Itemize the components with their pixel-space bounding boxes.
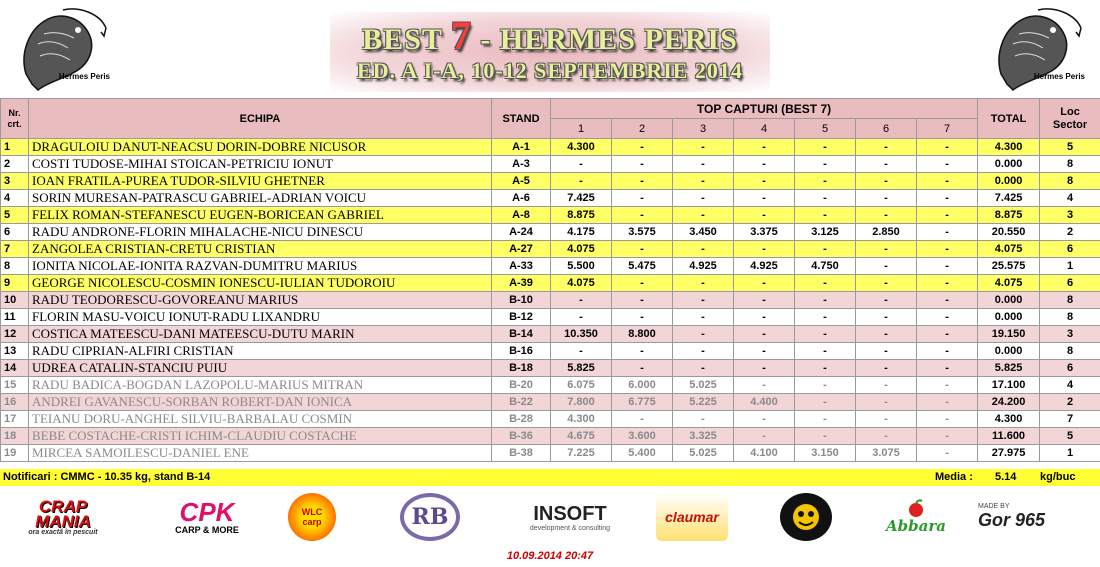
- monkey-brand-logo: [780, 493, 832, 541]
- capture-score: -: [734, 377, 795, 394]
- capture-score: 5.025: [673, 377, 734, 394]
- capture-score: -: [673, 139, 734, 156]
- capture-score: -: [673, 173, 734, 190]
- sector-rank-cell: 2: [1040, 394, 1100, 411]
- insoft-logo: INSOFT development & consulting: [529, 502, 611, 532]
- capture-score: -: [673, 156, 734, 173]
- team-name: RADU BADICA-BOGDAN LAZOPOLU-MARIUS MITRAN: [29, 377, 492, 394]
- row-number: 19: [1, 445, 29, 462]
- table-row: [1, 394, 1100, 411]
- sector-rank-cell: 5: [1040, 428, 1100, 445]
- col-header-nr: Nr. crt.: [1, 99, 29, 139]
- capture-score: -: [795, 343, 856, 360]
- capture-score: -: [734, 326, 795, 343]
- sector-rank-cell: 8: [1040, 173, 1100, 190]
- stand-cell: B-22: [492, 394, 551, 411]
- capture-score: -: [673, 326, 734, 343]
- stand-cell: B-36: [492, 428, 551, 445]
- team-name: BEBE COSTACHE-CRISTI ICHIM-CLAUDIU COSTACHE: [29, 428, 492, 445]
- capture-score: -: [734, 309, 795, 326]
- capture-score: -: [551, 309, 612, 326]
- capture-score: 3.150: [795, 445, 856, 462]
- monkey-icon: [789, 500, 823, 534]
- capture-score: 4.075: [551, 275, 612, 292]
- row-number: 11: [1, 309, 29, 326]
- capture-score: -: [734, 275, 795, 292]
- capture-score: 7.225: [551, 445, 612, 462]
- row-number: 10: [1, 292, 29, 309]
- capture-score: -: [856, 343, 917, 360]
- col-header-capture-7: 7: [917, 119, 978, 139]
- capture-score: 4.300: [551, 411, 612, 428]
- capture-score: -: [673, 360, 734, 377]
- capture-score: -: [734, 411, 795, 428]
- gor-965-logo: MADE BY Gor 965: [978, 503, 1046, 530]
- capture-score: 2.850: [856, 224, 917, 241]
- capture-score: -: [856, 241, 917, 258]
- sector-rank-cell: 1: [1040, 258, 1100, 275]
- capture-score: 5.225: [673, 394, 734, 411]
- capture-score: -: [795, 156, 856, 173]
- total-cell: 17.100: [978, 377, 1040, 394]
- row-number: 2: [1, 156, 29, 173]
- table-row: [1, 343, 1100, 360]
- capture-score: -: [795, 190, 856, 207]
- capture-score: -: [612, 275, 673, 292]
- stand-cell: B-28: [492, 411, 551, 428]
- team-name: IOAN FRATILA-PUREA TUDOR-SILVIU GHETNER: [29, 173, 492, 190]
- capture-score: -: [673, 292, 734, 309]
- total-cell: 20.550: [978, 224, 1040, 241]
- capture-score: -: [795, 139, 856, 156]
- capture-score: 6.000: [612, 377, 673, 394]
- total-cell: 4.300: [978, 411, 1040, 428]
- capture-score: -: [551, 156, 612, 173]
- capture-score: 3.375: [734, 224, 795, 241]
- team-name: ANDREI GAVANESCU-SORBAN ROBERT-DAN IONICA: [29, 394, 492, 411]
- stand-cell: B-16: [492, 343, 551, 360]
- capture-score: -: [734, 428, 795, 445]
- timestamp: 10.09.2014 20:47: [506, 550, 594, 562]
- capture-score: -: [917, 241, 978, 258]
- capture-score: -: [856, 309, 917, 326]
- sector-rank-cell: 5: [1040, 139, 1100, 156]
- capture-score: -: [795, 411, 856, 428]
- table-header-row: [1, 99, 1100, 119]
- capture-score: 8.800: [612, 326, 673, 343]
- capture-score: -: [917, 394, 978, 411]
- capture-score: -: [673, 275, 734, 292]
- capture-score: -: [917, 156, 978, 173]
- capture-score: -: [856, 173, 917, 190]
- table-row: [1, 326, 1100, 343]
- sponsor-strip: [0, 487, 1100, 547]
- capture-score: -: [856, 292, 917, 309]
- row-number: 17: [1, 411, 29, 428]
- total-cell: 0.000: [978, 309, 1040, 326]
- capture-score: -: [856, 275, 917, 292]
- stand-cell: B-20: [492, 377, 551, 394]
- total-cell: 11.600: [978, 428, 1040, 445]
- capture-score: -: [612, 360, 673, 377]
- sector-rank-cell: 7: [1040, 411, 1100, 428]
- capture-score: -: [856, 377, 917, 394]
- capture-score: -: [673, 241, 734, 258]
- total-cell: 0.000: [978, 173, 1040, 190]
- capture-score: -: [612, 309, 673, 326]
- results-body: [1, 139, 1100, 462]
- total-cell: 24.200: [978, 394, 1040, 411]
- row-number: 15: [1, 377, 29, 394]
- capture-score: -: [917, 445, 978, 462]
- row-number: 13: [1, 343, 29, 360]
- row-number: 3: [1, 173, 29, 190]
- total-cell: 0.000: [978, 292, 1040, 309]
- hermes-peris-logo-right: [993, 4, 1085, 92]
- row-number: 6: [1, 224, 29, 241]
- team-name: ZANGOLEA CRISTIAN-CRETU CRISTIAN: [29, 241, 492, 258]
- capture-score: 7.800: [551, 394, 612, 411]
- capture-score: -: [734, 241, 795, 258]
- row-number: 8: [1, 258, 29, 275]
- capture-score: 3.075: [856, 445, 917, 462]
- rb-logo: RB: [400, 493, 460, 541]
- table-row: [1, 292, 1100, 309]
- capture-score: -: [917, 428, 978, 445]
- capture-score: -: [795, 428, 856, 445]
- capture-score: -: [551, 343, 612, 360]
- capture-score: 5.500: [551, 258, 612, 275]
- capture-score: -: [551, 292, 612, 309]
- logo-caption: Hermes Peris: [58, 72, 110, 81]
- col-header-capture-4: 4: [734, 119, 795, 139]
- capture-score: -: [612, 156, 673, 173]
- table-row: [1, 428, 1100, 445]
- total-cell: 4.075: [978, 275, 1040, 292]
- capture-score: -: [917, 275, 978, 292]
- capture-score: -: [856, 428, 917, 445]
- crap-mania-logo: CRAP MANIA ora exactă în pescuit: [28, 496, 98, 536]
- capture-score: 6.075: [551, 377, 612, 394]
- capture-score: -: [856, 360, 917, 377]
- notification-text: Notificari : CMMC - 10.35 kg, stand B-14: [3, 471, 211, 483]
- capture-score: -: [612, 190, 673, 207]
- col-header-capture-2: 2: [612, 119, 673, 139]
- col-header-capture-1: 1: [551, 119, 612, 139]
- capture-score: -: [673, 343, 734, 360]
- page-subtitle: ED. A I-A, 10-12 SEPTEMBRIE 2014: [357, 58, 743, 83]
- capture-score: -: [856, 411, 917, 428]
- cpk-logo: CPK CARP & MORE: [175, 497, 239, 535]
- capture-score: -: [856, 207, 917, 224]
- col-header-capture-6: 6: [856, 119, 917, 139]
- sector-rank-cell: 1: [1040, 445, 1100, 462]
- team-name: COSTICA MATEESCU-DANI MATEESCU-DUTU MARIN: [29, 326, 492, 343]
- capture-score: 8.875: [551, 207, 612, 224]
- total-cell: 8.875: [978, 207, 1040, 224]
- capture-score: -: [917, 139, 978, 156]
- total-cell: 4.075: [978, 241, 1040, 258]
- table-row: [1, 258, 1100, 275]
- capture-score: -: [917, 326, 978, 343]
- capture-score: 5.025: [673, 445, 734, 462]
- row-number: 7: [1, 241, 29, 258]
- capture-score: -: [917, 343, 978, 360]
- capture-score: -: [917, 377, 978, 394]
- stand-cell: A-5: [492, 173, 551, 190]
- total-cell: 25.575: [978, 258, 1040, 275]
- capture-score: -: [551, 173, 612, 190]
- capture-score: 3.600: [612, 428, 673, 445]
- capture-score: 4.925: [734, 258, 795, 275]
- capture-score: -: [612, 207, 673, 224]
- col-header-capture-3: 3: [673, 119, 734, 139]
- sector-rank-cell: 6: [1040, 360, 1100, 377]
- total-cell: 4.300: [978, 139, 1040, 156]
- team-name: IONITA NICOLAE-IONITA RAZVAN-DUMITRU MARIUS: [29, 258, 492, 275]
- stand-cell: A-39: [492, 275, 551, 292]
- table-row: [1, 173, 1100, 190]
- capture-score: -: [795, 394, 856, 411]
- team-name: FELIX ROMAN-STEFANESCU EUGEN-BORICEAN GABRIEL: [29, 207, 492, 224]
- capture-score: -: [917, 258, 978, 275]
- capture-score: -: [856, 190, 917, 207]
- table-row: [1, 411, 1100, 428]
- sector-rank-cell: 8: [1040, 309, 1100, 326]
- results-table: [0, 98, 1100, 462]
- media-label: Media :: [935, 471, 973, 483]
- capture-score: 3.125: [795, 224, 856, 241]
- apple-icon: [905, 499, 927, 517]
- table-row: [1, 156, 1100, 173]
- row-number: 12: [1, 326, 29, 343]
- media-value: 5.14: [995, 471, 1017, 483]
- stand-cell: A-33: [492, 258, 551, 275]
- media-unit: kg/buc: [1040, 471, 1076, 483]
- capture-score: -: [673, 207, 734, 224]
- capture-score: -: [795, 292, 856, 309]
- team-name: UDREA CATALIN-STANCIU PUIU: [29, 360, 492, 377]
- sector-rank-cell: 8: [1040, 292, 1100, 309]
- capture-score: -: [917, 173, 978, 190]
- stand-cell: A-1: [492, 139, 551, 156]
- capture-score: -: [795, 275, 856, 292]
- row-number: 1: [1, 139, 29, 156]
- table-row: [1, 360, 1100, 377]
- capture-score: -: [734, 360, 795, 377]
- capture-score: -: [673, 309, 734, 326]
- capture-score: -: [917, 309, 978, 326]
- capture-score: 4.100: [734, 445, 795, 462]
- stand-cell: A-8: [492, 207, 551, 224]
- stand-cell: A-24: [492, 224, 551, 241]
- claumar-logo: claumar: [656, 493, 728, 541]
- total-cell: 27.975: [978, 445, 1040, 462]
- table-row: [1, 309, 1100, 326]
- stand-cell: B-14: [492, 326, 551, 343]
- stand-cell: B-10: [492, 292, 551, 309]
- team-name: GEORGE NICOLESCU-COSMIN IONESCU-IULIAN TUDOROIU: [29, 275, 492, 292]
- col-header-loc: Loc Sector: [1040, 99, 1100, 139]
- capture-score: 10.350: [551, 326, 612, 343]
- capture-score: 3.575: [612, 224, 673, 241]
- table-row: [1, 139, 1100, 156]
- row-number: 9: [1, 275, 29, 292]
- row-number: 5: [1, 207, 29, 224]
- sector-rank-cell: 6: [1040, 241, 1100, 258]
- sector-rank-cell: 3: [1040, 207, 1100, 224]
- total-cell: 0.000: [978, 343, 1040, 360]
- table-row: [1, 445, 1100, 462]
- stand-cell: B-12: [492, 309, 551, 326]
- capture-score: -: [612, 241, 673, 258]
- stand-cell: A-6: [492, 190, 551, 207]
- total-cell: 19.150: [978, 326, 1040, 343]
- capture-score: 4.925: [673, 258, 734, 275]
- team-name: COSTI TUDOSE-MIHAI STOICAN-PETRICIU IONUT: [29, 156, 492, 173]
- col-header-stand: STAND: [492, 99, 551, 139]
- capture-score: -: [917, 190, 978, 207]
- capture-score: -: [856, 394, 917, 411]
- capture-score: -: [734, 173, 795, 190]
- capture-score: 5.400: [612, 445, 673, 462]
- capture-score: -: [673, 190, 734, 207]
- capture-score: 4.400: [734, 394, 795, 411]
- team-name: FLORIN MASU-VOICU IONUT-RADU LIXANDRU: [29, 309, 492, 326]
- capture-score: -: [856, 326, 917, 343]
- capture-score: -: [795, 173, 856, 190]
- stand-cell: B-18: [492, 360, 551, 377]
- capture-score: 6.775: [612, 394, 673, 411]
- sector-rank-cell: 6: [1040, 275, 1100, 292]
- capture-score: -: [734, 139, 795, 156]
- col-header-top-captures: TOP CAPTURI (BEST 7): [551, 99, 978, 119]
- capture-score: -: [612, 411, 673, 428]
- capture-score: 5.825: [551, 360, 612, 377]
- table-row: [1, 190, 1100, 207]
- capture-score: 4.175: [551, 224, 612, 241]
- capture-score: -: [795, 309, 856, 326]
- row-number: 18: [1, 428, 29, 445]
- capture-score: -: [856, 139, 917, 156]
- capture-score: 7.425: [551, 190, 612, 207]
- capture-score: 4.675: [551, 428, 612, 445]
- capture-score: -: [612, 139, 673, 156]
- col-header-team: ECHIPA: [29, 99, 492, 139]
- capture-score: -: [673, 411, 734, 428]
- capture-score: -: [795, 326, 856, 343]
- capture-score: -: [795, 207, 856, 224]
- table-row: [1, 207, 1100, 224]
- page-header: [0, 0, 1100, 97]
- capture-score: -: [856, 258, 917, 275]
- capture-score: 4.750: [795, 258, 856, 275]
- sector-rank-cell: 4: [1040, 377, 1100, 394]
- total-cell: 7.425: [978, 190, 1040, 207]
- total-cell: 5.825: [978, 360, 1040, 377]
- table-row: [1, 275, 1100, 292]
- sector-rank-cell: 2: [1040, 224, 1100, 241]
- capture-score: 3.450: [673, 224, 734, 241]
- table-row: [1, 241, 1100, 258]
- capture-score: -: [612, 173, 673, 190]
- wlc-carp-logo: WLC carp: [288, 493, 336, 541]
- capture-score: -: [917, 411, 978, 428]
- sector-rank-cell: 8: [1040, 156, 1100, 173]
- team-name: SORIN MURESAN-PATRASCU GABRIEL-ADRIAN VOICU: [29, 190, 492, 207]
- capture-score: -: [734, 207, 795, 224]
- stand-cell: A-3: [492, 156, 551, 173]
- team-name: RADU CIPRIAN-ALFIRI CRISTIAN: [29, 343, 492, 360]
- capture-score: -: [734, 292, 795, 309]
- capture-score: -: [795, 360, 856, 377]
- row-number: 14: [1, 360, 29, 377]
- sector-rank-cell: 8: [1040, 343, 1100, 360]
- capture-score: -: [856, 156, 917, 173]
- team-name: DRAGULOIU DANUT-NEACSU DORIN-DOBRE NICUSOR: [29, 139, 492, 156]
- abbara-logo: Abbara: [880, 493, 952, 541]
- capture-score: -: [734, 190, 795, 207]
- table-row: [1, 224, 1100, 241]
- team-name: MIRCEA SAMOILESCU-DANIEL ENE: [29, 445, 492, 462]
- row-number: 16: [1, 394, 29, 411]
- capture-score: 3.325: [673, 428, 734, 445]
- row-number: 4: [1, 190, 29, 207]
- col-header-capture-5: 5: [795, 119, 856, 139]
- sector-rank-cell: 3: [1040, 326, 1100, 343]
- capture-score: -: [917, 360, 978, 377]
- page-title: BEST 7 - HERMES PERIS: [362, 13, 738, 58]
- capture-score: -: [917, 292, 978, 309]
- team-name: RADU ANDRONE-FLORIN MIHALACHE-NICU DINESCU: [29, 224, 492, 241]
- total-cell: 0.000: [978, 156, 1040, 173]
- team-name: RADU TEODORESCU-GOVOREANU MARIUS: [29, 292, 492, 309]
- sector-rank-cell: 4: [1040, 190, 1100, 207]
- capture-score: -: [734, 156, 795, 173]
- capture-score: -: [612, 292, 673, 309]
- capture-score: -: [795, 241, 856, 258]
- col-header-total: TOTAL: [978, 99, 1040, 139]
- capture-score: -: [917, 207, 978, 224]
- capture-score: -: [917, 224, 978, 241]
- stand-cell: A-27: [492, 241, 551, 258]
- capture-score: 4.300: [551, 139, 612, 156]
- capture-score: -: [734, 343, 795, 360]
- table-row: [1, 377, 1100, 394]
- stand-cell: B-38: [492, 445, 551, 462]
- team-name: TEIANU DORU-ANGHEL SILVIU-BARBALAU COSMIN: [29, 411, 492, 428]
- capture-score: 4.075: [551, 241, 612, 258]
- capture-score: -: [795, 377, 856, 394]
- logo-caption: Hermes Peris: [1033, 72, 1085, 81]
- footer-bar: [0, 469, 1100, 486]
- capture-score: 5.475: [612, 258, 673, 275]
- capture-score: -: [612, 343, 673, 360]
